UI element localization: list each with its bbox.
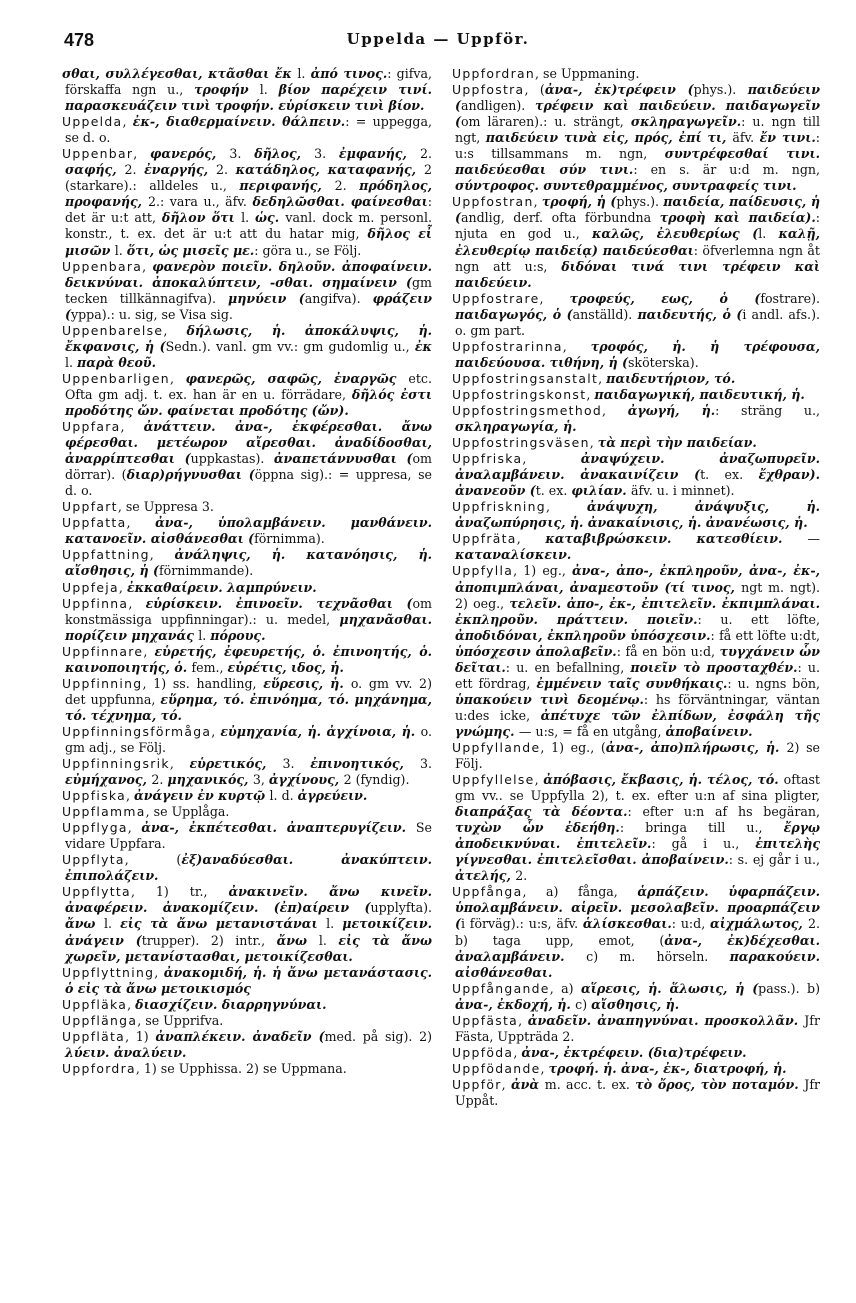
entry-headword: Uppfångande <box>452 980 550 996</box>
entry-definition: , τὰ περὶ τὴν παιδείαν. <box>589 435 757 451</box>
dictionary-entry <box>62 644 432 676</box>
dictionary-entry <box>452 387 820 403</box>
entry-headword: Uppfästa <box>452 1012 519 1028</box>
entry-definition: , (ἐξ)αναδύεσθαι. ἀνακύπτειν. ἐπιπολάζειν. <box>65 852 432 884</box>
dictionary-entry <box>62 820 432 852</box>
entry-definition: , a) fånga, ἁρπάζειν. ὑφαρπάζειν. ὑπολαμβάνειν. αἱρεῖν. μεσολαβεῖν. προαρπάζειν (i förväg).: u:s, äfv. ἁλίσκεσθαι.: u:d, αἰχμάλωτος, 2. b) taga upp, emot, (ἀνα-, ἐκ)δέχεσθαι. ἀναλαμβάνειν. c) m. hörseln. παρακούειν. αἰσθάνεσθαι. <box>455 884 820 980</box>
entry-headword: Uppflyta <box>62 852 125 868</box>
dictionary-entry <box>62 804 432 820</box>
page-number: 478 <box>64 30 95 50</box>
entry-definition: , φανερός, 3. δῆλος, 3. ἐμφανής, 2. σαφής, 2. ἐναργής, 2. κατάδηλος, καταφανής, 2 (starkare).: alldeles u., περιφανής, 2. πρόδηλος, προφανής, 2.: vara u., äfv. δεδηλῶσθαι. φαίνεσθαι: det är u:t att, δῆλον ὅτι l. ὡς. vanl. dock m. personl. konstr., t. ex. det är u:t att du hatar mig, δῆλος εἶ μισῶν l. ὅτι, ὡς μισεῖς με.: göra u., se Följ. <box>65 146 432 258</box>
entry-headword: Uppflytta <box>62 884 131 900</box>
dictionary-entry <box>62 371 432 419</box>
dictionary-entry <box>62 547 432 579</box>
dictionary-entry <box>452 435 820 451</box>
entry-headword: Uppfånga <box>452 884 523 900</box>
entry-definition: σθαι, συλλέγεσθαι, κτᾶσθαι ἔκ l. ἀπό τινος.: gifva, förskaffa ngn u., τροφήν l. βίον παρέχειν τινί. παρασκευάζειν τινὶ τροφήν. εὑρίσκειν τινὶ βίον. <box>62 66 432 114</box>
entry-headword: Uppfinningsförmåga <box>62 723 212 739</box>
entry-definition: , καταβιβρώσκειν. κατεσθίειν. — καταναλίσκειν. <box>455 531 820 563</box>
entry-headword: Uppflamma <box>62 804 146 820</box>
entry-definition: , εὑρίσκειν. ἐπινοεῖν. τεχνᾶσθαι (om konstmässiga uppfinningar).: u. medel, μηχανᾶσθαι. πορίζειν μηχανάς l. πόρους. <box>65 595 432 643</box>
dictionary-entry <box>452 1077 820 1109</box>
entry-headword: Uppfostringsmethod <box>452 402 603 418</box>
dictionary-entry <box>452 339 820 371</box>
entry-definition: , ἀγωγή, ἡ.: sträng u., σκληραγωγία, ἡ. <box>455 402 820 435</box>
entry-headword: Uppfriska <box>452 451 523 467</box>
entry-definition: , 1) se Upphissa. 2) se Uppmana. <box>135 1060 347 1076</box>
entry-definition: , 1) eg., ἀνα-, ἀπο-, ἐκπληροῦν, ἀνα-, ἐκ-, ἀποπιμπλάναι, ἀναμεστοῦν (τί τινος, ngt m. ngt). 2) oeg., τελεῖν. ἀπο-, ἐκ-, ἐπιτελεῖν. ἐκπιμπλάναι. ἐκπληροῦν. πράττειν. ποιεῖν.: u. ett löfte, ἀποδιδόναι, ἐκπληροῦν ὑπόσχεσιν.: få ett löfte u:dt, ὑπόσχεσιν ἀπολαβεῖν.: få en bön u:d, τυγχάνειν ὧν δεῖται.: u. en befallning, ποιεῖν τὸ προσταχθέν.: u. ett fördrag, ἐμμένειν ταῖς συνθήκαις.: u. ngns bön, ὑπακούειν τινὶ δεομένῳ.: hs förväntningar, väntan u:des icke, ἀπέτυχε τῶν ἐλπίδων, ἐσφάλη τῆς γνώμης. — u:s, = få en utgång, ἀποβαίνειν. <box>455 563 820 739</box>
dictionary-entry <box>62 114 432 146</box>
dictionary-entry <box>452 82 820 194</box>
right-column <box>452 66 820 1296</box>
entry-definition: , se Upprifva. <box>137 1012 224 1028</box>
entry-definition: , ἀνάληψις, ἡ. κατανόησις, ἡ. αἴσθησις, ἡ (förnimmande). <box>65 547 432 579</box>
dictionary-entry <box>62 756 432 788</box>
entry-headword: Uppföda <box>452 1044 514 1060</box>
entry-headword: Uppfyllande <box>452 739 541 755</box>
dictionary-entry <box>452 563 820 740</box>
dictionary-entry <box>452 66 820 82</box>
entry-definition: , φανερὸν ποιεῖν. δηλοῦν. ἀποφαίνειν. δεικνύναι. ἀποκαλύπτειν, -σθαι. σημαίνειν (gm tecken tillkännagifva). μηνύειν (angifva). φράζειν (yppa).: u. sig, se Visa sig. <box>65 258 432 322</box>
entry-definition: , ἀνάττειν. ἀνα-, ἐκφέρεσθαι. ἄνω φέρεσθαι. μετέωρον αἴρεσθαι. ἀναδίδοσθαι, ἀναρρίπτεσθαι (uppkastas). ἀναπετάννυσθαι (om dörrar). (διαρ)ρήγνυσθαι (öppna sig).: = uppresa, se d. o. <box>65 419 432 499</box>
dictionary-entry <box>452 1045 820 1061</box>
entry-definition: , τροφή, ἡ (phys.). παιδεία, παίδευσις, ἡ (andlig, derf. ofta förbundna τροφὴ καὶ παιδεία).: njuta en god u., καλῶς, ἐλευθερίως (l. καλῇ, ἐλευθερίῳ παιδείᾳ) παιδεύεσθαι: öfverlemna ngn åt ngn att u:s, διδόναι τινά τινι τρέφειν καὶ παιδεύειν. <box>455 194 820 290</box>
entry-headword: Uppenbarelse <box>62 322 164 338</box>
entry-headword: Uppfinningsrik <box>62 756 170 772</box>
entry-headword: Uppfattning <box>62 547 150 563</box>
entry-headword: Uppfostrare <box>452 290 540 306</box>
entry-definition: , ἀνα-, ἐκτρέφειν. (δια)τρέφειν. <box>513 1044 747 1060</box>
dictionary-entry <box>452 531 820 563</box>
dictionary-entry <box>62 788 432 804</box>
entry-headword: Uppflänga <box>62 1012 138 1028</box>
entry-definition: , ἀναδεῖν. ἀναπηγνύναι. προσκολλᾶν. Jfr Fästa, Uppträda 2. <box>455 1012 820 1044</box>
dictionary-entry <box>62 146 432 258</box>
dictionary-entry <box>62 499 432 515</box>
left-column <box>62 66 432 1296</box>
dictionary-entry <box>452 291 820 339</box>
entry-headword: Uppfeja <box>62 579 119 595</box>
entry-definition: , a) αἵρεσις, ἡ. ἅλωσις, ἡ (pass.). b) ἀνα-, ἐκδοχή, ἡ. c) αἴσθησις, ἡ. <box>455 980 820 1012</box>
entry-headword: Uppfostringsväsen <box>452 435 590 451</box>
entry-definition: , ἀναψύχειν. ἀναζωπυρεῖν. ἀναλαμβάνειν. ἀνακαινίζειν (t. ex. ἔχθραν). ἀνανεοῦν (t. ex. φιλίαν. äfv. u. i minnet). <box>455 451 820 499</box>
entry-definition: , 1) tr., ἀνακινεῖν. ἄνω κινεῖν. ἀναφέρειν. ἀνακομίζειν. (ἐπ)αίρειν (upplyfta). ἄνω l. εἰς τὰ ἄνω μετανιστάναι l. μετοικίζειν. ἀνάγειν (trupper). 2) intr., ἄνω l. εἰς τὰ ἄνω χωρεῖν, μετανίστασθαι, μετοικίζεσθαι. <box>65 884 432 964</box>
entry-headword: Uppfyllelse <box>452 772 535 788</box>
entry-definition: , τροφή. ἡ. ἀνα-, ἐκ-, διατροφή, ἡ. <box>540 1060 787 1076</box>
entry-headword: Uppfordran <box>452 66 536 81</box>
entry-headword: Uppflyttning <box>62 964 155 980</box>
entry-definition: , παιδευτήριον, τό. <box>598 370 736 386</box>
entry-definition: , ἀνάγειν ἐν κυρτῷ l. d. ἀγρεύειν. <box>126 788 368 804</box>
entry-definition: , se Uppmaning. <box>535 66 640 81</box>
dictionary-entry <box>62 259 432 323</box>
dictionary-entry <box>62 580 432 596</box>
entry-definition: , (ἀνα-, ἐκ)τρέφειν (phys.). παιδεύειν (andligen). τρέφειν καὶ παιδεύειν. παιδαγωγεῖν (om läraren).: u. strängt, σκληραγωγεῖν.: u. ngn till ngt, παιδεύειν τινὰ εἰς, πρός, ἐπί τι, äfv. ἔν τινι.: u:s tillsammans m. ngn, συντρέφεσθαί τινι. παιδεύεσθαι σύν τινι.: en s. är u:d m. ngn, σύντροφος. συντεθραμμένος, συντραφείς τινι. <box>455 82 820 194</box>
entry-headword: Uppfinna <box>62 595 129 611</box>
entry-headword: Uppelda <box>62 114 123 130</box>
entry-definition: , ἀνα-, ὑπολαμβάνειν. μανθάνειν. κατανοεῖν. αἰσθάνεσθαι (förnimma). <box>65 515 432 547</box>
entry-definition: , παιδαγωγική, παιδευτική, ἡ. <box>586 386 805 402</box>
entry-definition: , ἐκ-, διαθερμαίνειν. θάλπειν.: = uppegga, se d. o. <box>65 114 432 146</box>
entry-headword: Uppfart <box>62 499 118 515</box>
entry-headword: Uppfinnare <box>62 643 144 659</box>
dictionary-entry <box>62 1061 432 1077</box>
entry-headword: Uppenbara <box>62 258 143 274</box>
dictionary-entry <box>452 499 820 531</box>
entry-definition: , εὑρετής, ἐφευρετής, ὁ. ἐπινοητής, ὁ. καινοποιητής, ὁ. fem., εὑρέτις, ιδος, ἡ. <box>65 643 432 675</box>
entry-headword: Uppenbar <box>62 146 134 162</box>
entry-headword: Uppfödande <box>452 1060 541 1076</box>
entry-headword: Uppenbarligen <box>62 370 170 386</box>
dictionary-entry <box>62 965 432 997</box>
entry-definition: , εὑρετικός, 3. ἐπινοητικός, 3. εὐμήχανος, 2. μηχανικός, 3, ἀγχίνους, 2 (fyndig). <box>65 756 432 788</box>
entry-definition: , τροφός, ἡ. ἡ τρέφουσα, παιδεύουσα. τιθήνη, ἡ (sköterska). <box>455 338 820 370</box>
entry-headword: Uppfostringsanstalt <box>452 370 599 386</box>
entry-headword: Uppfostrarinna <box>452 338 563 354</box>
dictionary-entry <box>62 1013 432 1029</box>
entry-definition: , 1) ss. handling, εὕρεσις, ἡ. o. gm vv. 2) det uppfunna, εὕρημα, τό. ἐπινόημα, τό. μηχάνημα, τό. τέχνημα, τό. <box>65 675 432 723</box>
dictionary-entry <box>452 1061 820 1077</box>
entry-definition: , ἀνὰ m. acc. t. ex. τὸ ὄρος, τὸν ποταμόν. Jfr Uppåt. <box>455 1076 820 1108</box>
dictionary-entry <box>452 371 820 387</box>
entry-definition: , φανερῶς, σαφῶς, ἐναργῶς etc. Ofta gm adj. t. ex. han är en u. förrädare, δῆλός ἐστι προδότης ὤν. φαίνεται προδότης (ὤν). <box>65 370 432 418</box>
entry-definition: , ἀνακομιδή, ἡ. ἡ ἄνω μετανάστασις. ὁ εἰς τὰ ἄνω μετοικισμός <box>65 964 432 996</box>
entry-definition: , ἀνάψυχη, ἀνάψυξις, ἡ. ἀναζωπύρησις, ἡ. ἀνακαίνισις, ἡ. ἀνανέωσις, ἡ. <box>455 499 820 531</box>
dictionary-entry <box>62 852 432 884</box>
entry-definition: , 1) eg., (ἀνα-, ἀπο)πλήρωσις, ἡ. 2) se Följ. <box>455 739 820 772</box>
dictionary-entry <box>62 596 432 644</box>
entry-headword: Uppfostringskonst <box>452 386 587 402</box>
entry-definition: , ἀνα-, ἐκπέτεσθαι. ἀναπτερυγίζειν. Se vidare Uppfara. <box>65 820 432 852</box>
entry-headword: Uppfostran <box>452 194 534 210</box>
dictionary-entry <box>62 66 432 114</box>
entry-headword: Uppfläka <box>62 996 128 1012</box>
entry-definition: , τροφεύς, εως, ὁ (fostrare). παιδαγωγός, ὁ (anställd). παιδευτής, ὁ (i andl. afs.). o. gm part. <box>455 290 820 338</box>
entry-headword: Uppfriskning <box>452 499 546 515</box>
entry-definition: , ἀπόβασις, ἔκβασις, ἡ. τέλος, τό. oftast gm vv.. se Uppfylla 2), t. ex. efter u:n af sina pligter, διαπράξας τὰ δέοντα.: efter u:n af hs begäran, τυχὼν ὧν ἐδεήθη.: bringa till u., ἔργῳ ἀποδεικνύναι. ἐπιτελεῖν.: gå i u., ἐπιτελὴς γίγνεσθαι. ἐπιτελεῖσθαι. ἀποβαίνειν.: s. ej går i u., ἀτελής, 2. <box>455 772 820 884</box>
entry-headword: Uppfinning <box>62 675 143 691</box>
dictionary-entry <box>62 884 432 964</box>
entry-headword: Uppfläta <box>62 1028 126 1044</box>
entry-definition: , se Uppresa 3. <box>117 499 214 515</box>
entry-definition: , 1) ἀναπλέκειν. ἀναδεῖν (med. på sig). 2) λύειν. ἀναλύειν. <box>65 1028 432 1060</box>
entry-headword: Uppfara <box>62 419 121 435</box>
dictionary-entry <box>62 515 432 547</box>
entry-headword: Uppflyga <box>62 820 128 836</box>
entry-definition: , ἐκκαθαίρειν. λαμπρύνειν. <box>118 579 317 595</box>
page-header <box>64 30 812 56</box>
dictionary-entry <box>452 403 820 435</box>
entry-headword: Uppfatta <box>62 515 127 531</box>
entry-headword: Uppfordra <box>62 1060 136 1076</box>
dictionary-entry <box>452 884 820 980</box>
dictionary-entry <box>452 740 820 772</box>
entry-headword: Uppfiska <box>62 788 127 804</box>
running-head: Uppelda — Uppför. <box>346 30 530 48</box>
entry-definition: , εὐμηχανία, ἡ. ἀγχίνοια, ἡ. o. gm adj., se Följ. <box>65 723 432 755</box>
dictionary-entry <box>62 1029 432 1061</box>
entry-headword: Uppför <box>452 1076 502 1092</box>
dictionary-entry <box>62 724 432 756</box>
entry-headword: Uppfylla <box>452 563 514 579</box>
entry-definition: , δήλωσις, ἡ. ἀποκάλυψις, ἡ. ἔκφανσις, ἡ (Sedn.). vanl. gm vv.: gm gudomlig u., ἐκ l. παρὰ θεοῦ. <box>65 322 432 370</box>
entry-headword: Uppfostra <box>452 82 525 98</box>
dictionary-entry <box>62 323 432 371</box>
entry-definition: , διασχίζειν. διαρρηγνύναι. <box>127 996 327 1012</box>
dictionary-entry <box>452 194 820 290</box>
entry-headword: Uppfräta <box>452 531 517 547</box>
dictionary-entry <box>62 997 432 1013</box>
dictionary-entry <box>452 981 820 1013</box>
dictionary-entry <box>62 676 432 724</box>
dictionary-entry <box>452 451 820 499</box>
dictionary-entry <box>452 1013 820 1045</box>
dictionary-entry <box>452 772 820 884</box>
dictionary-entry <box>62 419 432 499</box>
entry-definition: , se Upplåga. <box>145 804 230 820</box>
